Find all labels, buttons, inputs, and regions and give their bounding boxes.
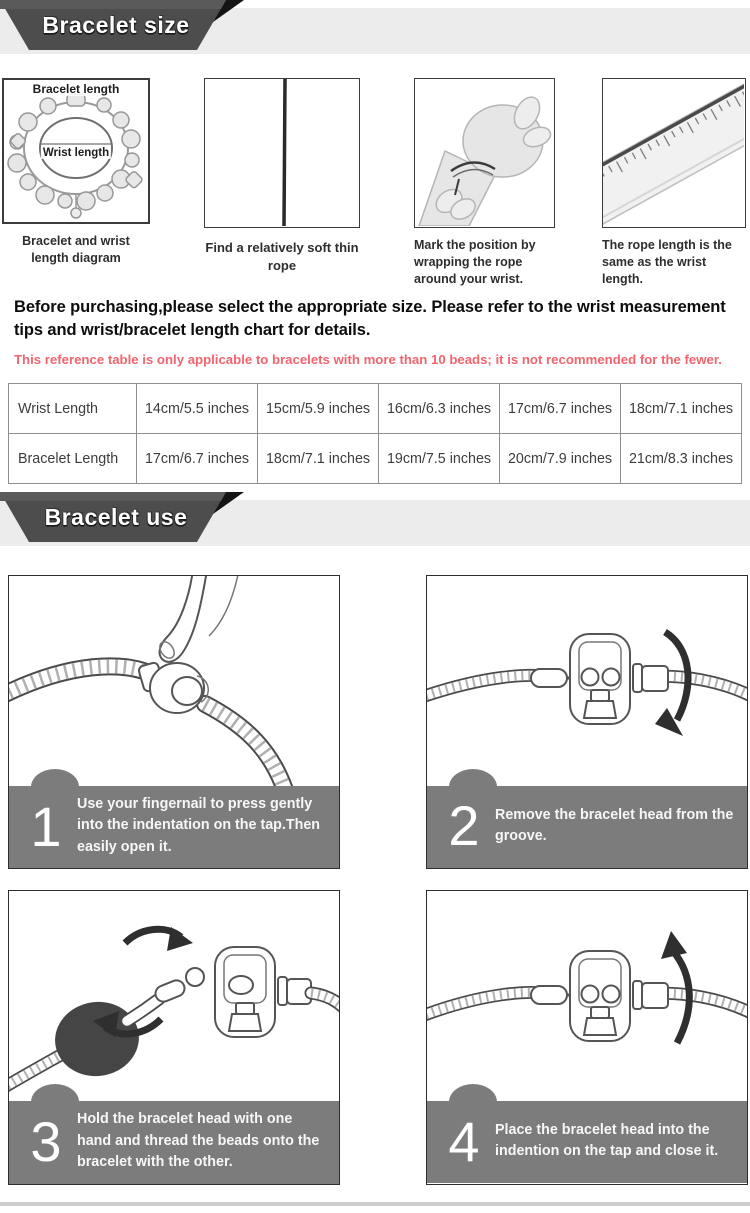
- bottom-divider: [0, 1202, 750, 1206]
- ruler-illustration: [603, 79, 744, 226]
- step1-caption: Use your fingernail to press gently into the indentation on the tap.Then easily open it.: [77, 796, 321, 855]
- sizing-intro-text: Before purchasing,please select the appropriate size. Please refer to the wrist measurement tips and wrist/bracelet length chart for details.: [14, 298, 726, 339]
- size-chart-table: [8, 383, 742, 484]
- usage-steps: [8, 575, 748, 1206]
- size-section-header: [0, 0, 750, 60]
- rope-illustration: [205, 79, 358, 226]
- table-cell: 19cm/7.5 inches: [379, 434, 500, 484]
- step1-caption-bar: [9, 786, 339, 868]
- bracelet-diagram-image: [2, 78, 150, 224]
- step2-caption-bar: [427, 786, 747, 868]
- step1-image: [9, 576, 339, 786]
- table-cell: 17cm/6.7 inches: [500, 384, 621, 434]
- table-row-bracelet: [9, 434, 742, 484]
- step4-illustration: [427, 891, 747, 1101]
- measure-caption-diagram: Bracelet and wrist length diagram: [22, 234, 130, 265]
- step4-caption-bar: [427, 1101, 747, 1183]
- step-panel-2: [426, 575, 748, 869]
- measure-caption-ruler: The rope length is the same as the wrist length.: [602, 238, 732, 286]
- measure-caption-rope: Find a relatively soft thin rope: [205, 240, 359, 273]
- step3-image: [9, 891, 339, 1101]
- ruler-image: [602, 78, 746, 228]
- table-cell: 21cm/8.3 inches: [621, 434, 742, 484]
- use-section-title: Bracelet use: [44, 503, 188, 530]
- rope-image: [204, 78, 360, 228]
- measure-caption-wrap: Mark the position by wrapping the rope around your wrist.: [414, 238, 536, 286]
- step4-image: [427, 891, 747, 1101]
- step3-illustration: [9, 891, 339, 1101]
- wrist-length-label: Wrist length: [42, 147, 110, 159]
- step2-image: [427, 576, 747, 786]
- step3-number: 3: [30, 1109, 62, 1173]
- step-panel-4: [426, 890, 748, 1184]
- table-cell: 18cm/7.1 inches: [258, 434, 379, 484]
- row-header-bracelet: Bracelet Length: [9, 434, 137, 484]
- step4-caption: Place the bracelet head into the indention on the tap and close it.: [495, 1121, 719, 1160]
- row-header-wrist: Wrist Length: [9, 384, 137, 434]
- step4-number: 4: [448, 1109, 480, 1173]
- step3-caption-bar: [9, 1101, 339, 1183]
- step2-illustration: [427, 576, 747, 786]
- measure-panel-ruler: [602, 78, 746, 288]
- wrist-measure-illustration: [415, 79, 553, 226]
- step-panel-1: [8, 575, 340, 869]
- table-cell: 18cm/7.1 inches: [621, 384, 742, 434]
- step2-number: 2: [448, 794, 480, 858]
- step3-caption: Hold the bracelet head with one hand and thread the beads onto the bracelet with the other.: [77, 1111, 320, 1171]
- table-cell: 20cm/7.9 inches: [500, 434, 621, 484]
- measure-panel-wrap: [414, 78, 555, 288]
- table-cell: 15cm/5.9 inches: [258, 384, 379, 434]
- bracelet-length-label: Bracelet length: [32, 82, 120, 96]
- measure-panel-rope: [204, 78, 360, 274]
- table-cell: 14cm/5.5 inches: [137, 384, 258, 434]
- measure-tips-row: [0, 78, 750, 290]
- reference-note-text: This reference table is only applicable to bracelets with more than 10 beads; it is not recommended for the fewer.: [14, 352, 722, 367]
- step1-number: 1: [30, 794, 62, 858]
- step-panel-3: [8, 890, 340, 1184]
- step2-caption: Remove the bracelet head from the groove.: [495, 806, 734, 844]
- measure-panel-diagram: [2, 78, 150, 267]
- table-cell: 17cm/6.7 inches: [137, 434, 258, 484]
- table-cell: 16cm/6.3 inches: [379, 384, 500, 434]
- size-section-title: Bracelet size: [42, 11, 190, 38]
- use-section-header: [0, 492, 750, 552]
- table-row-wrist: [9, 384, 742, 434]
- step1-illustration: [9, 576, 339, 786]
- wrist-wrap-image: [414, 78, 555, 228]
